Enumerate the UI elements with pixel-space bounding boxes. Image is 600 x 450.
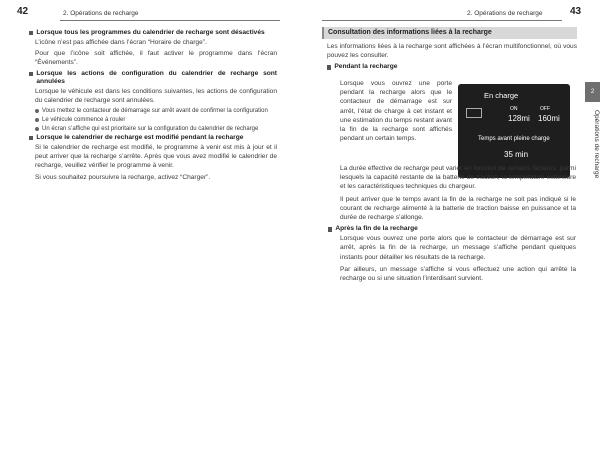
paragraph: Si vous souhaitez poursuivre la recharge, activez “Charger”. xyxy=(35,173,211,181)
square-bullet-icon xyxy=(29,72,33,76)
paragraph: Lorsque vous ouvrez une porte alors que le contacteur de démarrage est sur arrêt, après la fin de la recharge, un message s’affiche pendant quelques instants pour détailler les résultats de la recharge. xyxy=(340,235,576,261)
battery-icon xyxy=(466,108,482,118)
time-value: 35 min xyxy=(504,150,529,159)
square-bullet-icon xyxy=(29,136,33,140)
intro-paragraph: Les informations liées à la recharge sont affichées à l’écran multifonctionnel, où vous pouvez les consulter. Pendant la recharge xyxy=(327,43,577,71)
square-bullet-icon xyxy=(328,227,332,231)
block-heading: Pendant la recharge xyxy=(327,63,577,71)
header-rule xyxy=(322,20,562,21)
block-heading: Lorsque tous les programmes du calendrier de recharge sont désactivés xyxy=(29,29,277,37)
chapter-side-label: Opérations de recharge xyxy=(593,110,600,179)
block-heading: Lorsque les actions de configuration du calendrier de recharge sont annulées xyxy=(29,70,277,86)
time-label: Temps avant pleine charge xyxy=(478,136,550,142)
charging-paragraph: Lorsque vous ouvrez une porte pendant la recharge alors que le contacteur de démarrage est sur arrêt, l’état de charge à cet instant et une estimation du temps restant avant la fin de la recharge sont affichés pendant un certain temps. xyxy=(340,80,452,143)
header-rule xyxy=(60,20,280,21)
page-number: 42 xyxy=(17,6,29,17)
page-number: 43 xyxy=(570,6,582,17)
paragraph: Par ailleurs, un message s’affiche si vous effectuez une action qui arrête la recharge ou si une situation l’interdisant survient. xyxy=(340,265,576,283)
paragraph: Il peut arriver que le temps avant la fin de la recharge ne soit pas indiqué si le courant de recharge alimenté à la batterie de traction baisse en puissance et la durée de recharge s’allonge. xyxy=(340,195,576,222)
running-header: 2. Opérations de recharge xyxy=(467,10,543,17)
bullet-dot-icon xyxy=(35,127,39,131)
square-bullet-icon xyxy=(29,31,33,35)
running-header: 2. Opérations de recharge xyxy=(63,10,139,17)
right-body xyxy=(335,164,576,286)
list-item: Le véhicule commence à rouler xyxy=(29,116,277,124)
bullet-dot-icon xyxy=(35,109,39,113)
ac-off-label: OFF xyxy=(540,106,550,112)
paragraph: La durée effective de recharge peut varier en fonction de certains facteurs, parmi lesquels la capacité restante de la batterie de traction, la température extérieure et les caractéristiques techniques du chargeur. xyxy=(340,165,576,191)
left-column xyxy=(29,29,277,184)
paragraph: Si le calendrier de recharge est modifié, le programme à venir est mis à jour et il peut arriver que la recharge s’arrête. Après que vous avez modifié le calendrier de recharge, veuillez vérifier le programme à venir. xyxy=(35,144,277,170)
paragraph: Lorsque le véhicule est dans les conditions suivantes, les actions de configuration du calendrier de recharge sont annulées. xyxy=(35,87,277,104)
range-on-value: 128mi xyxy=(508,114,530,123)
section-title: Consultation des informations liées à la recharge xyxy=(322,27,577,39)
paragraph: Pour que l’icône soit affichée, il faut activer le programme dans l’écran “Événements”. xyxy=(35,50,277,67)
list-item: Vous mettez le contacteur de démarrage sur arrêt avant de confirmer la configuration xyxy=(29,107,277,115)
block-heading: Après la fin de la recharge xyxy=(328,225,576,233)
chapter-tab: 2 xyxy=(585,82,600,102)
bullet-dot-icon xyxy=(35,118,39,122)
paragraph: L’icône n’est pas affichée dans l’écran “Horaire de charge”. xyxy=(35,39,207,46)
display-title: En charge xyxy=(484,91,519,100)
range-off-value: 160mi xyxy=(538,114,560,123)
list-item: Un écran s’affiche qui est prioritaire sur la configuration du calendrier de recharge xyxy=(29,125,277,133)
ac-on-label: ON xyxy=(510,106,518,112)
block-heading: Lorsque le calendrier de recharge est modifié pendant la recharge xyxy=(29,134,277,142)
square-bullet-icon xyxy=(327,65,331,69)
